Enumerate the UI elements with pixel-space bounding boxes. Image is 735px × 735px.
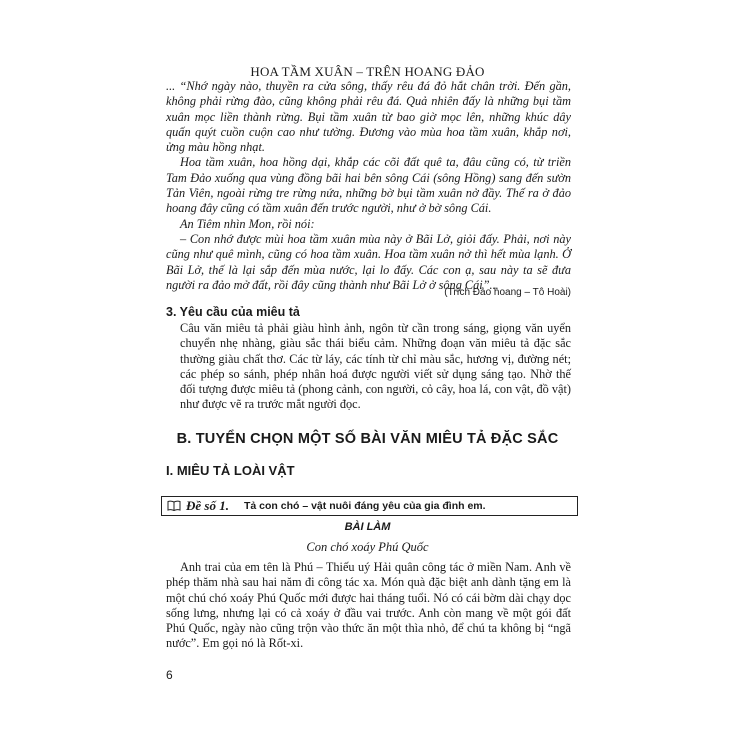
topic-number: Đề số 1.	[186, 498, 229, 513]
quote-source: (Trích Đảo hoang – Tô Hoài)	[444, 287, 571, 298]
essay-title: Con chó xoáy Phú Quốc	[306, 540, 429, 554]
quote-paragraph: An Tiêm nhìn Mon, rồi nói:	[180, 216, 315, 231]
topic-text: Tả con chó – vật nuôi đáng yêu của gia đình em.	[244, 500, 486, 512]
book-icon	[167, 500, 181, 511]
essay-body	[166, 560, 571, 652]
section-paragraph: Câu văn miêu tả phải giàu hình ảnh, ngôn từ cần trong sáng, giọng văn uyển chuyển nhẹ nhàng, giàu sắc thái biểu cảm. Những đoạn văn miêu tả đặc sắc thường giàu chất thơ. Các từ láy, các tính từ chỉ màu sắc, hương vị, đường nét; các phép so sánh, phép nhân hoá được người viết sử dụng sáng tạo. Nhờ thế đối tượng được miêu tả (phong cảnh, con người, cỏ cây, hoa lá, con vật, đồ vật) như được vẽ ra trước mắt người đọc.	[180, 321, 571, 412]
subsection-heading: I. MIÊU TẢ LOÀI VẬT	[166, 463, 295, 478]
topic-box	[161, 496, 578, 516]
essay-label: BÀI LÀM	[344, 521, 391, 533]
page-header-title: HOA TẦM XUÂN – TRÊN HOANG ĐẢO	[250, 64, 485, 79]
section-heading: 3. Yêu cầu của miêu tả	[166, 305, 300, 319]
quote-paragraph: – Con nhớ được mùi hoa tầm xuân mùa này ở Bãi Lở, giỏi đấy. Phải, nơi này cũng như quê mình, cũng có hoa tầm xuân. Hoa tầm xuân nở thì hết mùa lạnh. Ở Bãi Lở, thế là lại sắp đến mùa nước, lại lo đấy. Các con ạ, sau này ta sẽ đưa người ra đảo mở đất, rồi đây cũng thành như Bãi Lở ở sông Cái”...	[166, 231, 571, 292]
quoted-excerpt	[166, 79, 571, 293]
part-heading: B. TUYỂN CHỌN MỘT SỐ BÀI VĂN MIÊU TẢ ĐẶC SẮC	[176, 431, 559, 447]
quote-paragraph: ... “Nhớ ngày nào, thuyền ra cửa sông, thấy rêu đá đỏ hắt chân trời. Đến gần, không phải rừng đào, cũng không phải rêu đá. Quả nhiên đấy là những bụi tầm xuân mọc liền thành rừng. Bụi tầm xuân từ bao giờ mọc lên, những khúc dây quấn quýt cuồn cuộn cao như tường. Đương vào mùa hoa tầm xuân, khắp nơi, ửng màu hồng nhạt.	[166, 79, 571, 155]
essay-paragraph: Anh trai của em tên là Phú – Thiếu uý Hải quân công tác ở miền Nam. Anh về phép thăm nhà sau hai năm đi công tác xa. Món quà đặc biệt anh dành tặng em là một chú chó xoáy Phú Quốc mới được hai tháng tuổi. Nó có cái bờm dài chạy dọc sống lưng, nhưng lại có cả xoáy ở đầu vai trước. Anh còn mang về một gói đất Phú Quốc, ngày nào cũng trộn vào thức ăn một thìa nhỏ, để chú ta không bị “ngã nước”. Em gọi nó là Rốt-xi.	[166, 560, 571, 651]
quote-paragraph: Hoa tầm xuân, hoa hồng dại, khắp các cõi đất quê ta, đâu cũng có, từ triền Tam Đảo xuống qua vùng đồng bãi hai bên sông Cái (sông Hồng) sang đến sườn Tản Viên, ngoài rừng tre rừng nứa, những bờ bụi tầm xuân nở đầy. Thế ra ở đảo hoang đây cũng có tầm xuân đến trước người, như ở bờ sông Cái.	[166, 155, 571, 216]
page-number: 6	[166, 668, 173, 682]
